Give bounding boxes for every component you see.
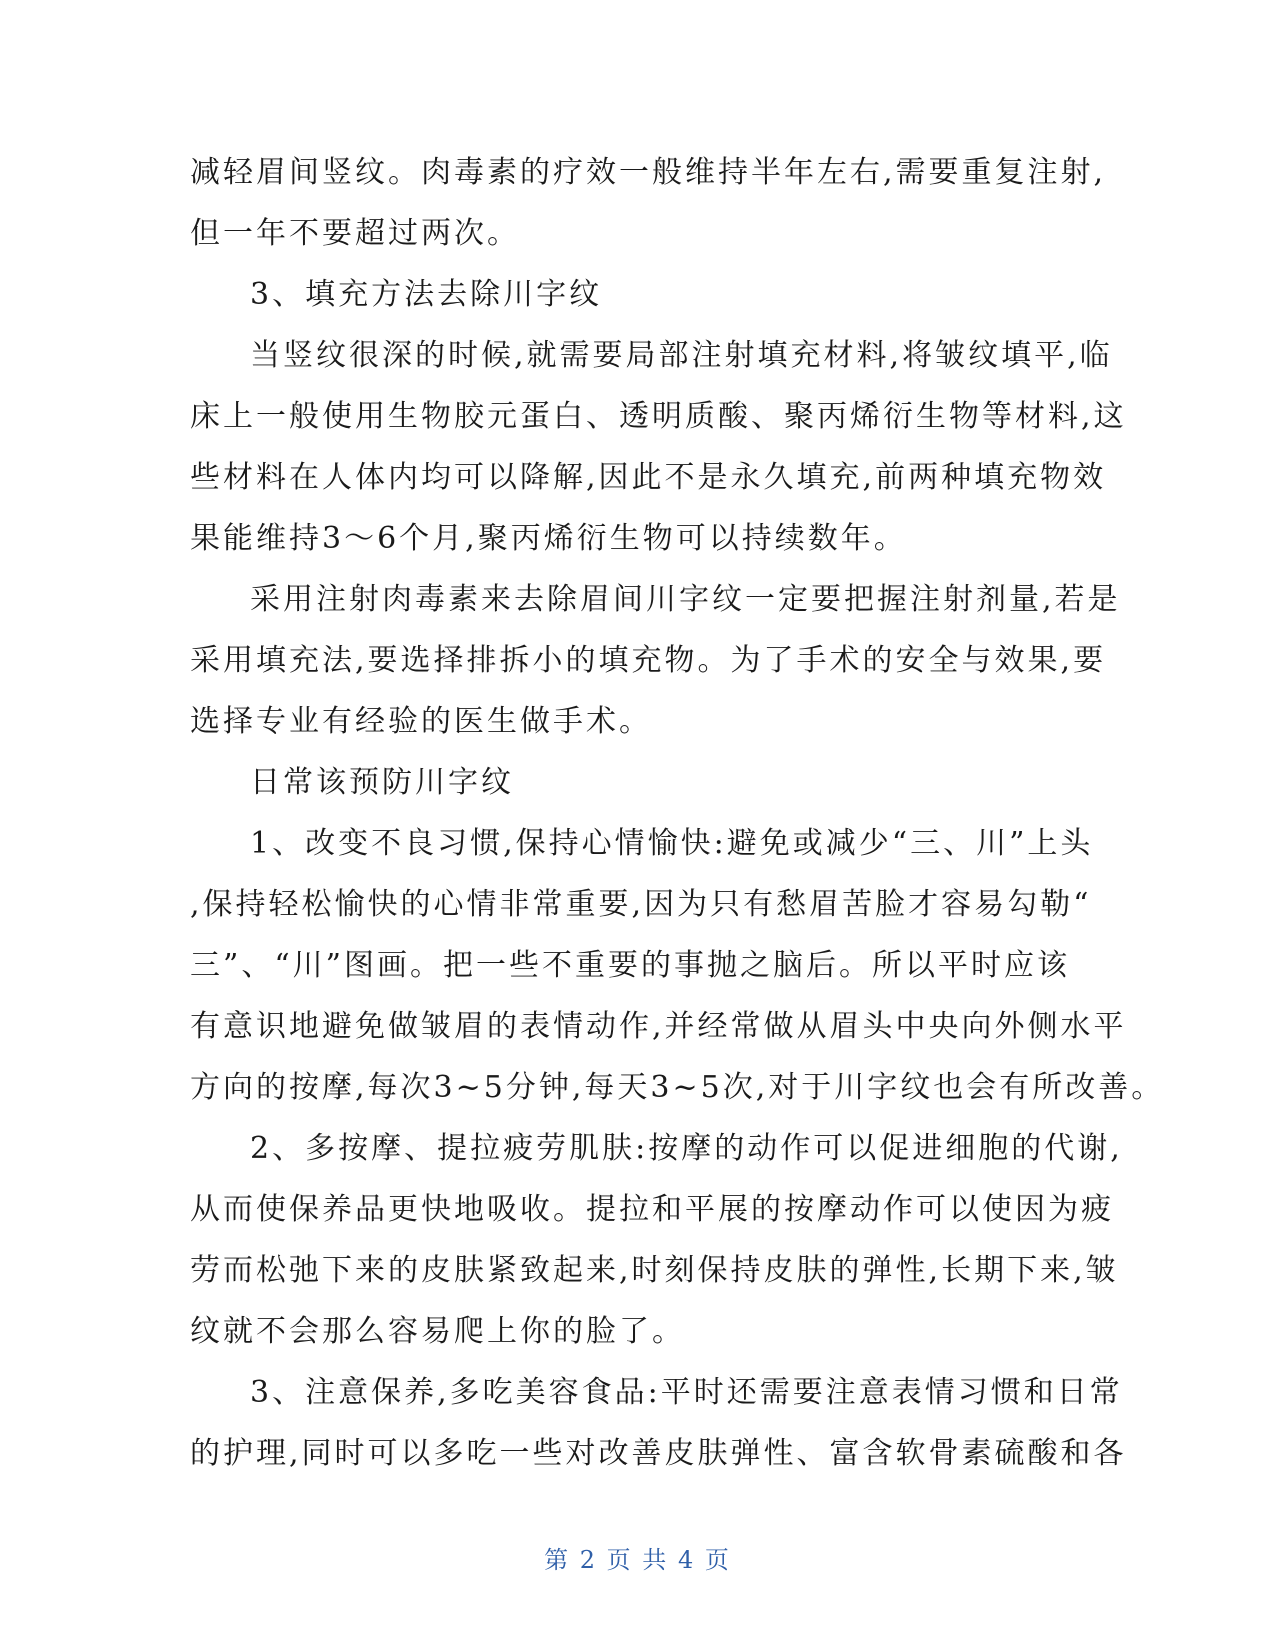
text-line: 3、注意保养,多吃美容食品:平时还需要注意表情习惯和日常	[250, 1375, 1123, 1410]
text-line: 果能维持3～6个月,聚丙烯衍生物可以持续数年。	[190, 521, 907, 556]
text-line: 选择专业有经验的医生做手术。	[190, 704, 652, 739]
text-line: 纹就不会那么容易爬上你的脸了。	[190, 1314, 685, 1349]
text-line: 减轻眉间竖纹。肉毒素的疗效一般维持半年左右,需要重复注射,	[190, 155, 1107, 190]
text-line: 方向的按摩,每次3~5分钟,每天3~5次,对于川字纹也会有所改善。	[190, 1070, 1165, 1105]
body-text	[190, 142, 1165, 1484]
page-number-footer: 第 2 页 共 4 页	[544, 1546, 731, 1574]
text-line: ,保持轻松愉快的心情非常重要,因为只有愁眉苦脸才容易勾勒“	[190, 887, 1092, 922]
text-line: 劳而松弛下来的皮肤紧致起来,时刻保持皮肤的弹性,长期下来,皱	[190, 1253, 1119, 1288]
text-line: 从而使保养品更快地吸收。提拉和平展的按摩动作可以使因为疲	[190, 1192, 1114, 1227]
text-line: 1、改变不良习惯,保持心情愉快:避免或减少“三、川”上头	[250, 826, 1094, 861]
text-line: 床上一般使用生物胶元蛋白、透明质酸、聚丙烯衍生物等材料,这	[190, 399, 1127, 434]
section-heading: 3、填充方法去除川字纹	[250, 277, 603, 312]
text-line: 有意识地避免做皱眉的表情动作,并经常做从眉头中央向外侧水平	[190, 1009, 1127, 1044]
section-heading: 日常该预防川字纹	[250, 765, 514, 800]
text-line: 当竖纹很深的时候,就需要局部注射填充材料,将皱纹填平,临	[250, 338, 1113, 373]
text-line: 但一年不要超过两次。	[190, 216, 520, 251]
text-line: 些材料在人体内均可以降解,因此不是永久填充,前两种填充物效	[190, 460, 1107, 495]
text-line: 2、多按摩、提拉疲劳肌肤:按摩的动作可以促进细胞的代谢,	[250, 1131, 1123, 1166]
text-line: 的护理,同时可以多吃一些对改善皮肤弹性、富含软骨素硫酸和各	[190, 1436, 1127, 1471]
text-line: 三”、“川”图画。把一些不重要的事抛之脑后。所以平时应该	[190, 948, 1071, 983]
text-line: 采用填充法,要选择排拆小的填充物。为了手术的安全与效果,要	[190, 643, 1107, 678]
text-line: 采用注射肉毒素来去除眉间川字纹一定要把握注射剂量,若是	[250, 582, 1121, 617]
